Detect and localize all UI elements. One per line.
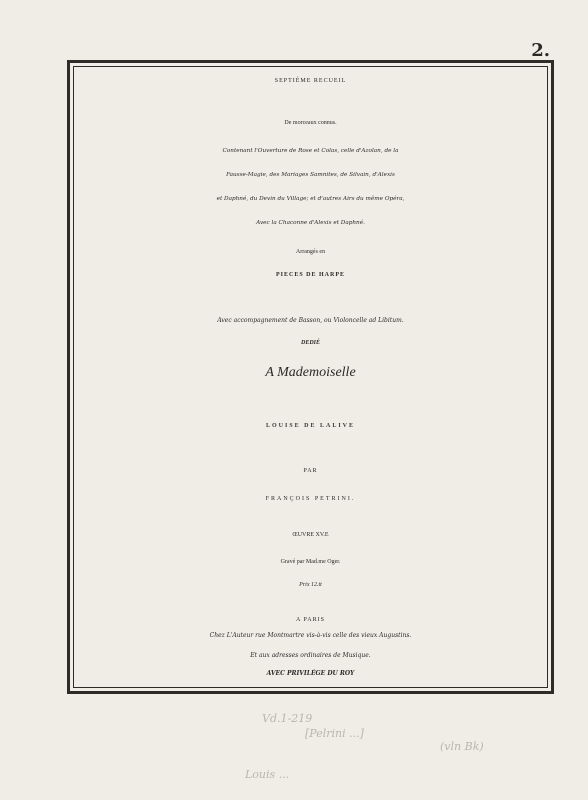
publisher-address: Chez L'Auteur rue Montmartre vis-à-vis celle des vieux Augustins. — [209, 632, 412, 639]
dedication: DEDIÉ — [300, 340, 320, 346]
contents-line-2: Fausse-Magie, des Mariages Samnites, de Silvain, d'Alexis — [226, 172, 395, 178]
contents-line-1: Contenant l'Ouverture de Rose et Colas, celle d'Azolan, de la — [222, 148, 399, 154]
privilege: AVEC PRIVILÉGE DU ROY — [266, 670, 355, 677]
main-title: PIECES DE HARPE — [275, 272, 345, 278]
accompaniment: Avec accompagnement de Basson, ou Violoncelle ad Libitum. — [217, 317, 404, 324]
pencil-note: Louis ... — [245, 768, 290, 781]
arranged-label: Arrangés en — [295, 249, 326, 255]
pencil-note: [Pelrini ...] — [305, 727, 364, 740]
page-number: 2. — [531, 40, 550, 61]
dedicatee-prefix: A Mademoiselle — [265, 365, 356, 380]
contents-line-3: et Daphné, du Devin du Village; et d'autres Airs du même Opéra, — [216, 196, 405, 202]
pencil-note: (vln Bk) — [440, 740, 484, 753]
city: A PARIS — [296, 617, 325, 623]
opus: ŒUVRE XV.E — [292, 532, 329, 538]
subtitle: De morceaux connus. — [284, 120, 337, 126]
engraver: Gravé par Mad.me Oger. — [280, 559, 341, 565]
title-page — [73, 66, 548, 688]
other-addresses: Et aux adresses ordinaires de Musique. — [250, 652, 371, 659]
contents-line-4: Avec la Chaconne d'Alexis et Daphné. — [256, 220, 365, 226]
pencil-note: Vd.1-219 — [262, 712, 313, 725]
title: SEPTIÉME RECUEIL — [274, 78, 347, 84]
dedicatee: LOUISE DE LALIVE — [265, 423, 356, 429]
by-label: PAR — [303, 468, 318, 474]
composer: FRANÇOIS PETRINI. — [265, 496, 356, 502]
price: Prix 12.tt — [299, 582, 322, 588]
